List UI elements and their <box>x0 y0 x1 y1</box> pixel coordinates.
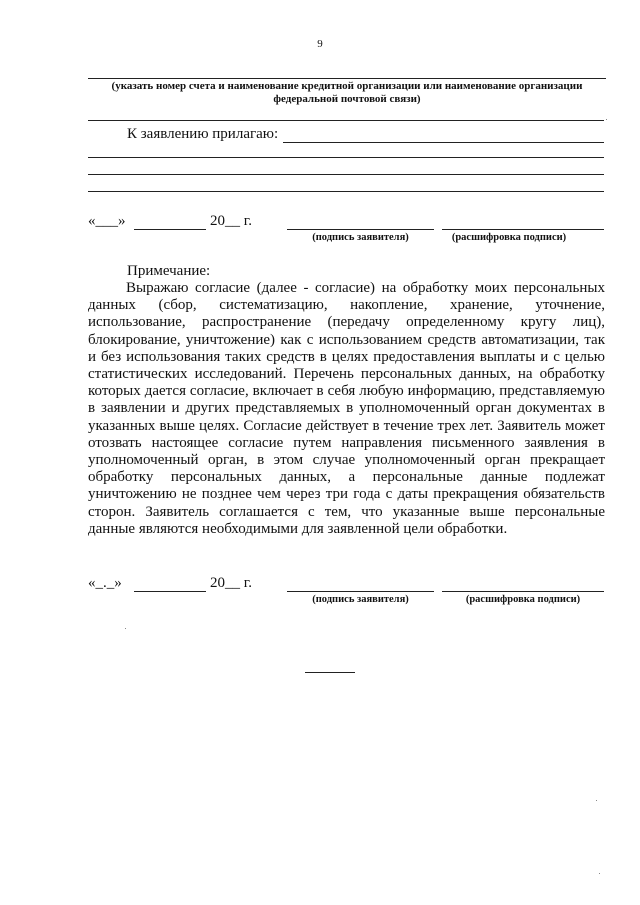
account-line <box>88 78 606 79</box>
decode-line-2 <box>442 591 604 592</box>
attach-line-3 <box>88 174 604 175</box>
scan-speck <box>596 800 597 801</box>
decode-caption-2: (расшифровка подписи) <box>465 594 581 605</box>
date-day-1: «___» <box>88 213 126 229</box>
signature-line-1 <box>287 229 434 230</box>
attach-line-1 <box>283 142 604 143</box>
date-year-1: 20__ г. <box>210 213 252 229</box>
date-day-2: «_._» <box>88 575 122 591</box>
scan-speck <box>599 873 600 874</box>
end-separator <box>305 672 355 673</box>
date-month-line-1 <box>134 229 206 230</box>
attach-line-2 <box>88 157 604 158</box>
decode-line-1 <box>442 229 604 230</box>
note-title: Примечание: <box>127 263 211 279</box>
account-caption-line1: (указать номер счета и наименование кредитной организации или наименование организации <box>111 80 583 92</box>
date-month-line-2 <box>134 591 206 592</box>
account-caption-line2: федеральной почтовой связи) <box>273 93 421 105</box>
signature-caption-2: (подпись заявителя) <box>312 594 409 605</box>
account-line-2 <box>88 120 604 121</box>
note-body: Выражаю согласие (далее - согласие) на обработку моих персональных данных (сбор, систематизацию, накопление, хранение, уточнение, использование, распространение (передачу определенному кругу лиц), блокирование, уничтожение) как с использованием средств автоматизации, так и без использования таких средств в целях предоставления выплаты и с целью статистических исследований. Перечень персональных данных, на обработку которых дается согласие, включает в себя любую информацию, представляемую в заявлении и других представляемых в уполномоченный орган документах в указанных выше целях. Согласие действует в течение трех лет. Заявитель может отозвать настоящее согласие путем направления письменного заявления в уполномоченный орган, в этом случае уполномоченный орган прекращает обработку персональных данных, а персональные данные подлежат уничтожению не позднее чем через три года с даты прекращения обязательств сторон. Заявитель соглашается с тем, что указанные выше персональные данные являются необходимыми для заявленной цели обработки. <box>88 280 605 537</box>
attach-label: К заявлению прилагаю: <box>127 126 279 142</box>
line-end-mark <box>606 119 607 120</box>
attach-line-4 <box>88 191 604 192</box>
account-caption <box>88 80 606 106</box>
scan-speck <box>125 628 126 629</box>
decode-caption-1: (расшифровка подписи) <box>451 232 567 243</box>
signature-line-2 <box>287 591 434 592</box>
page-number: 9 <box>317 38 323 50</box>
signature-caption-1: (подпись заявителя) <box>312 232 409 243</box>
date-year-2: 20__ г. <box>210 575 252 591</box>
